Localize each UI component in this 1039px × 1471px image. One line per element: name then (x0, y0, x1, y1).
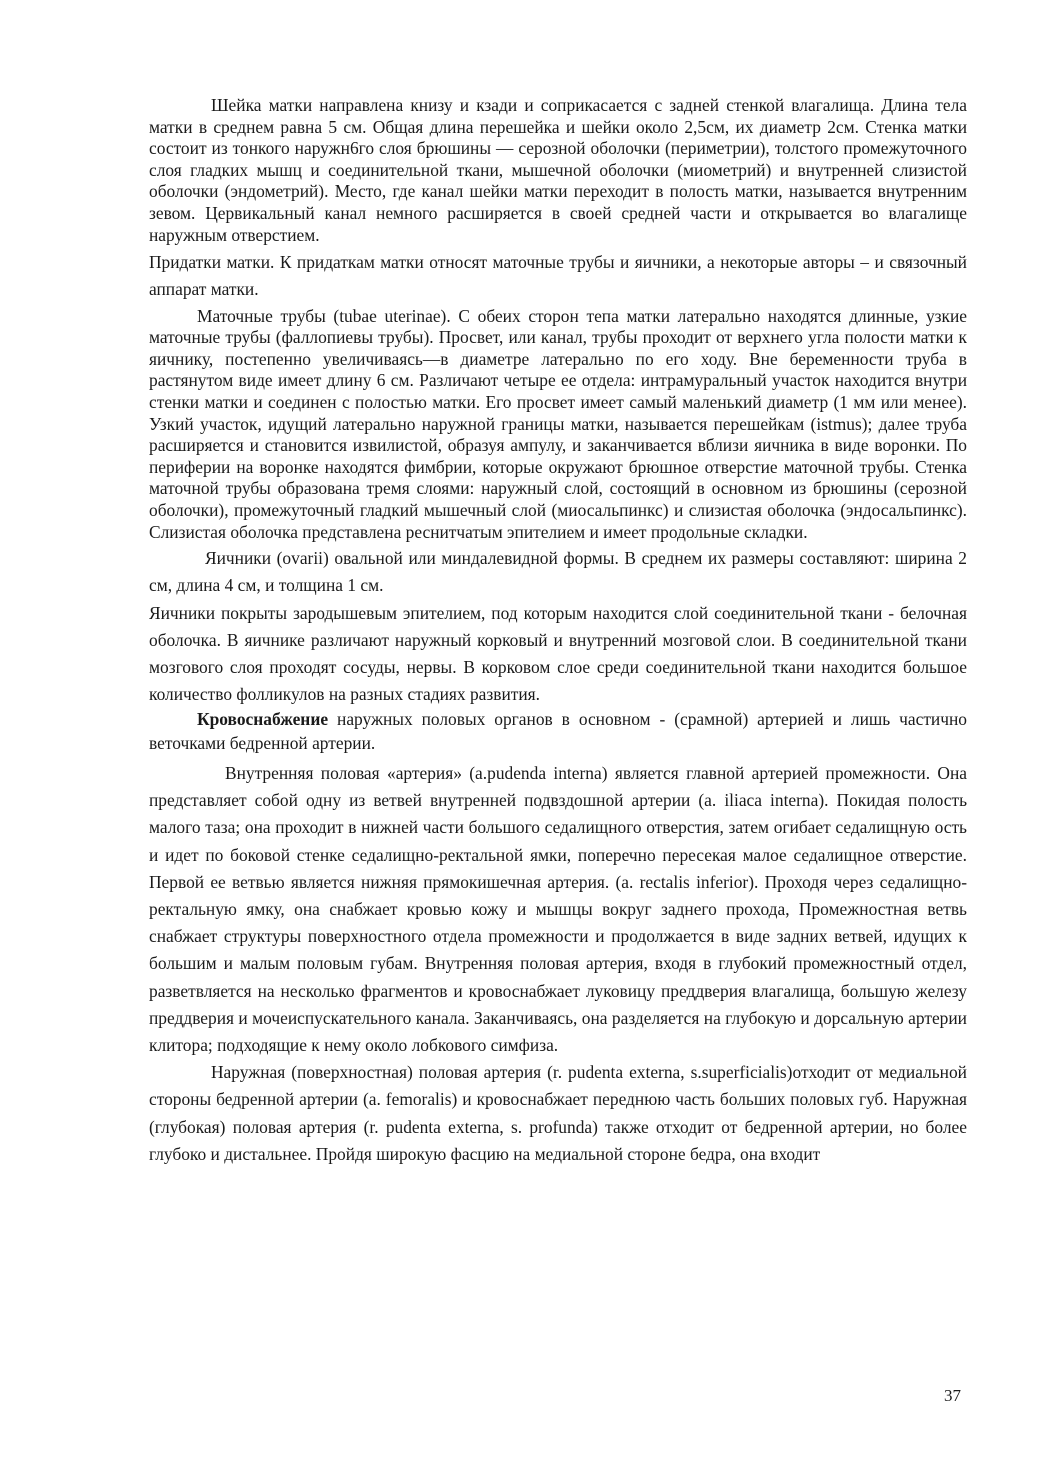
bold-term-blood-supply: Кровоснабжение (197, 709, 329, 730)
paragraph-internal-pudendal-artery: Внутренняя половая «артерия» (a.pudenda interna) является главной артерией промежности. Она представляет собой одну из ветвей внутренней подвздошной артерии (a. iliaca interna). Покидая полость малого таза; она проходит в нижней части большого седалищного отверстия, затем огибает седалищную ость и идет по боковой стенке седалищно-ректальной ямки, поперечно пересекая малое седалищное отверстие. Первой ее ветвью является нижняя прямокишечная артерия. (a. rectalis inferior). Проходя через седалищно-ректальную ямку, она снабжает кровью кожу и мышцы вокруг заднего прохода, Промежностная ветвь снабжает структуры поверхностного отдела промежности и продолжается в виде задних ветвей, идущих к большим и малым половым губам. Внутренняя половая артерия, входя в глубокий промежностный отдел, разветвляется на несколько фрагментов и кровоснабжает луковицу преддверия влагалища, большую железу преддверия и мочеиспускательного канала. Заканчиваясь, она разделяется на глубокую и дорсальную артерии клитора; подходящие к нему около лобкового симфиза. (149, 762, 967, 1055)
paragraph-fallopian-tubes: Маточные трубы (tubae uterinae). С обеих сторон тепа матки латерально находятся длинные, узкие маточные трубы (фаллопиевы трубы). Просвет, или канал, трубы проходит от верхнего угла полости матки к яичнику, постепенно увеличиваясь—в диаметре латерально по его ходу. Вне беременности труба в растянутом виде имеет длину 6 см. Различают четыре ее отдела: интрамуральный участок находится внутри стенки матки и соединен с полостью матки. Его просвет имеет самый маленький диаметр (1 мм или менее). Узкий участок, идущий латерально наружной границы матки, называется перешейкам (istmus); далее труба расширяется и становится извилистой, образуя ампулу, и заканчивается вблизи яичника в виде воронки. По периферии на воронке находятся фимбрии, которые окружают брюшное отверстие маточной трубы. Стенка маточной трубы образована тремя слоями: наружный слой, состоящий в основном из брюшины (серозной оболочки), промежуточный гладкий мышечный слой (миосальпинкс) и слизистая оболочка (эндосальпинкс). Слизистая оболочка представлена реснитчатым эпителием и имеет продольные складки. (149, 305, 967, 542)
paragraph-cervix: Шейка матки направлена книзу и кзади и соприкасается с задней стенкой влагалища. Длина тела матки в среднем равна 5 см. Общая длина перешейка и шейки около 2,5см, их диаметр 2см. Стенка матки состоит из тонкого наружн6го слоя брюшины — серозной оболочки (периметрии), толстого промежуточного слоя гладких мышц и соединительной ткани, мышечной оболочки (миометрий) и внутренней слизистой оболочки (эндометрий). Место, где канал шейки матки переходит в полость матки, называется внутренним зевом. Цервикальный канал немного расширяется в своей средней части и открывается во влагалище наружным отверстием. (149, 95, 967, 245)
page-number: 37 (944, 1386, 961, 1405)
page-text-body (149, 95, 967, 1168)
paragraph-uterine-appendages: Придатки матки. К придаткам матки относят маточные трубы и яичники, а некоторые авторы – и связочный аппарат матки. (149, 252, 967, 300)
blood-supply-text: наружных половых органов в основном - (срамной) артерией и лишь частично веточками бедренной артерии. (149, 709, 967, 754)
paragraph-external-pudendal-artery: Наружная (поверхностная) половая артерия (r. pudenta externa, s.superficialis)отходит от медиальной стороны бедренной артерии (a. femoralis) и кровоснабжает переднюю часть больших половых губ. Наружная (глубокая) половая артерия (r. pudenta externa, s. profunda) также отходит от бедренной артерии, но более глубоко и дистальнее. Пройдя широкую фасцию на медиальной стороне бедра, она входит (149, 1062, 967, 1164)
paragraph-ovaries-shape: Яичники (ovarii) овальной или миндалевидной формы. В среднем их размеры составляют: ширина 2 см, длина 4 см, и толщина 1 см. (149, 548, 967, 596)
paragraph-ovaries-structure: Яичники покрыты зародышевым эпителием, под которым находится слой соединительной ткани - белочная оболочка. В яичнике различают наружный корковый и внутренний мозговой слои. В соединительной ткани мозгового слоя проходят сосуды, нервы. В корковом слое среди соединительной ткани находится большое количество фолликулов на разных стадиях развития. (149, 602, 967, 705)
paragraph-blood-supply (149, 708, 967, 756)
